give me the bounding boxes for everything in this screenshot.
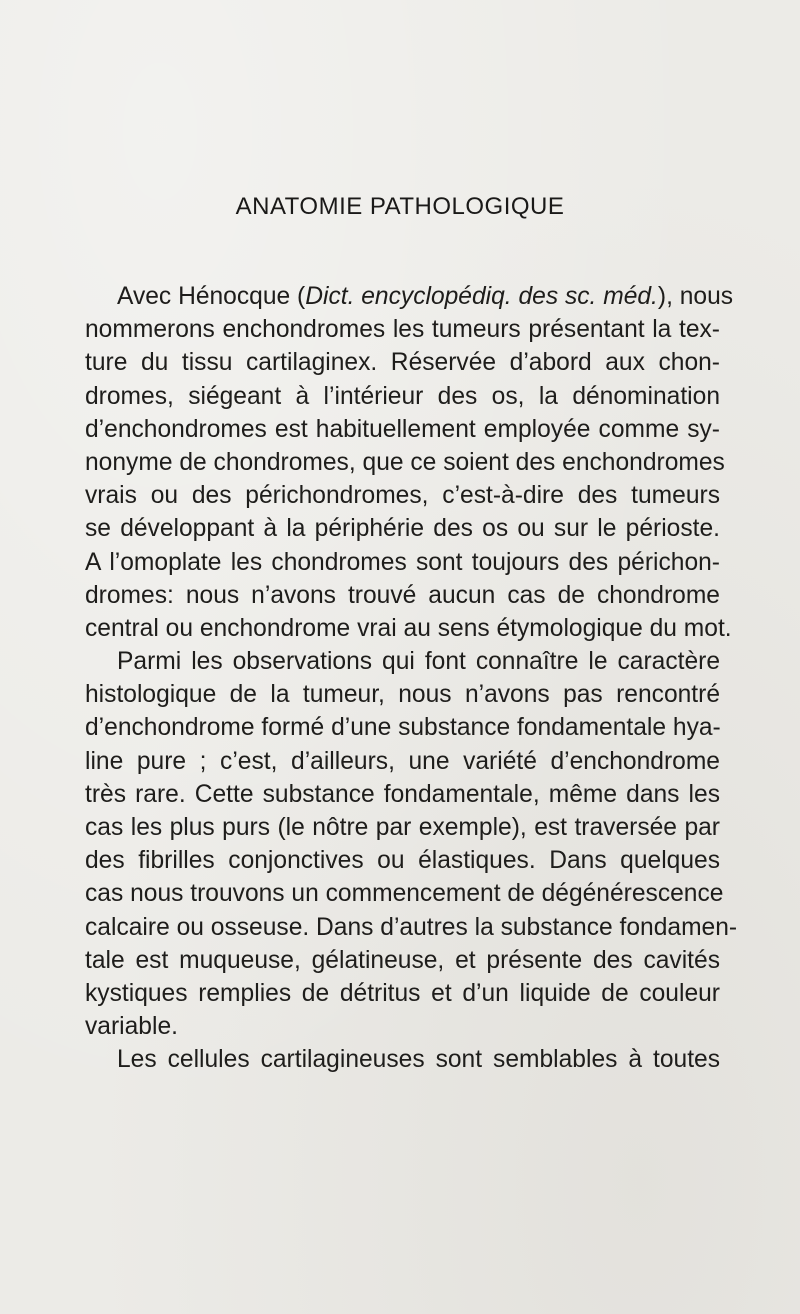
text-line: dromes: nous n’avons trouvé aucun cas de chondrome [85,581,720,609]
text-line: dromes, siégeant à l’intérieur des os, la dénomination [85,382,720,410]
text-line: des fibrilles conjonctives ou élastiques. Dans quelques [85,847,720,875]
text-line: très rare. Cette substance fondamentale, même dans les [85,780,720,808]
body-text [85,280,738,1077]
text-line: vrais ou des périchondromes, c’est-à-dire des tumeurs [85,482,720,510]
citation-italic: Dict. encyclopédiq. des sc. méd. [305,283,658,310]
text-span: ), nous [657,283,734,310]
text-line: histologique de la tumeur, nous n’avons pas rencontré [85,681,720,709]
text-line: line pure ; c’est, d’ailleurs, une variété d’enchondrome [85,747,720,775]
text-line: A l’omoplate les chondromes sont toujours des périchon- [85,548,720,576]
text-line: variable. [85,1013,178,1041]
text-line: cas nous trouvons un commencement de dégénérescence [85,880,724,908]
text-line: d’enchondromes est habituellement employée comme sy- [85,415,720,443]
text-line: se développant à la périphérie des os ou sur le périoste. [85,515,720,543]
text-line: tale est muqueuse, gélatineuse, et présente des cavités [85,946,720,974]
text-line: central ou enchondrome vrai au sens étymologique du mot. [85,614,732,642]
text-line: Parmi les observations qui font connaître le caractère [117,648,720,676]
text-line: cas les plus purs (le nôtre par exemple), est traversée par [85,814,720,841]
page-title: ANATOMIE PATHOLOGIQUE [235,193,565,220]
text-line: nonyme de chondromes, que ce soient des enchondromes [85,448,725,476]
text-line: calcaire ou osseuse. Dans d’autres la substance fondamen- [85,913,738,941]
text-line: d’enchondrome formé d’une substance fondamentale hya- [85,714,721,742]
text-line: Les cellules cartilagineuses sont semblables à toutes [117,1046,720,1074]
text-line: ture du tissu cartilaginex. Réservée d’abord aux chon- [85,349,720,377]
text-line: kystiques remplies de détritus et d’un liquide de couleur [85,979,720,1007]
text-span: Avec Hénocque ( [117,283,306,310]
text-line [85,280,734,313]
text-line: nommerons enchondromes les tumeurs présentant la tex- [85,316,720,344]
